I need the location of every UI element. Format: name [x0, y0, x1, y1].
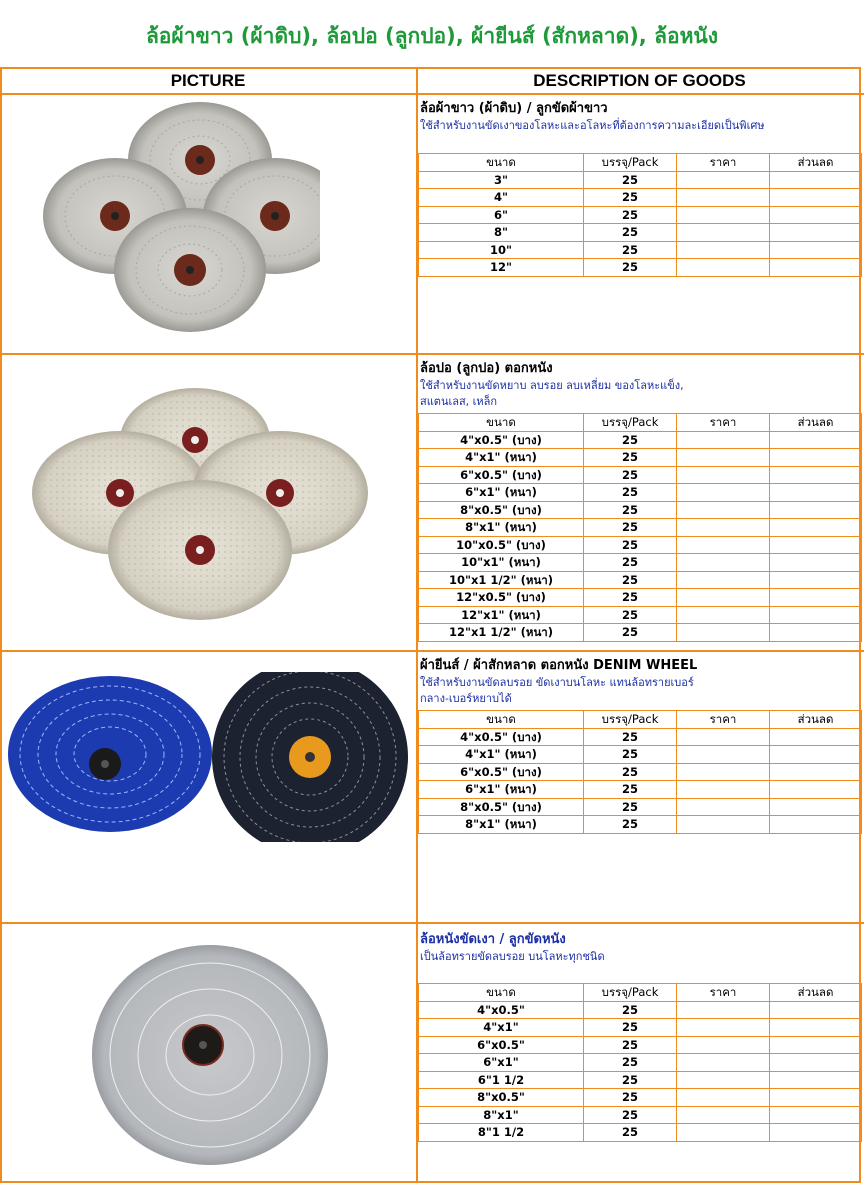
wheel-front — [114, 208, 266, 332]
table-row — [419, 241, 862, 259]
pack-cell: 25 — [584, 1019, 677, 1037]
pack-cell: 25 — [584, 1071, 677, 1089]
discount-cell — [770, 1001, 862, 1019]
size-cell: 4"x0.5" (บาง) — [419, 431, 584, 449]
pack-cell: 25 — [584, 189, 677, 207]
table-row — [419, 1036, 862, 1054]
price-cell — [677, 189, 770, 207]
pack-cell: 25 — [584, 519, 677, 537]
table-row — [419, 763, 862, 781]
discount-cell — [770, 449, 862, 467]
table-row — [419, 1071, 862, 1089]
pack-cell: 25 — [584, 781, 677, 799]
price-cell — [677, 1124, 770, 1142]
price-cell — [677, 466, 770, 484]
size-cell: 6"x1" (หนา) — [419, 484, 584, 502]
table-row — [419, 484, 862, 502]
wheel-front — [108, 480, 292, 620]
table-row — [419, 1001, 862, 1019]
discount-cell — [770, 224, 862, 242]
price-cell — [677, 816, 770, 834]
size-cell: 12"x1" (หนา) — [419, 606, 584, 624]
discount-cell — [770, 624, 862, 642]
size-cell: 8"1 1/2 — [419, 1124, 584, 1142]
description-header: DESCRIPTION OF GOODS — [533, 71, 746, 90]
size-cell: 10"x1" (หนา) — [419, 554, 584, 572]
col-pack: บรรจุ/Pack — [584, 711, 677, 729]
section-title: ผ้ายีนส์ / ผ้าสักหลาด ตอกหนัง DENIM WHEEL — [420, 658, 698, 673]
section-subtitle: สแตนเลส, เหล็ก — [420, 395, 498, 408]
discount-cell — [770, 1089, 862, 1107]
pack-cell: 25 — [584, 206, 677, 224]
pack-cell: 25 — [584, 763, 677, 781]
pack-cell: 25 — [584, 1106, 677, 1124]
size-cell: 4" — [419, 189, 584, 207]
discount-cell — [770, 1124, 862, 1142]
pack-cell: 25 — [584, 624, 677, 642]
table-row — [419, 746, 862, 764]
table-header-row — [419, 154, 862, 172]
pack-cell: 25 — [584, 1001, 677, 1019]
price-cell — [677, 224, 770, 242]
section-title: ล้อผ้าขาว (ผ้าดิบ) / ลูกขัดผ้าขาว — [420, 101, 608, 116]
col-discount: ส่วนลด — [770, 414, 862, 432]
size-cell: 6"1 1/2 — [419, 1071, 584, 1089]
page-title: ล้อผ้าขาว (ผ้าดิบ), ล้อปอ (ลูกปอ), ผ้ายีนส์ (สักหลาด), ล้อหนัง — [145, 24, 719, 48]
size-cell: 6"x0.5" — [419, 1036, 584, 1054]
price-cell — [677, 624, 770, 642]
discount-cell — [770, 171, 862, 189]
discount-cell — [770, 746, 862, 764]
discount-cell — [770, 571, 862, 589]
col-pack: บรรจุ/Pack — [584, 984, 677, 1002]
price-cell — [677, 589, 770, 607]
discount-cell — [770, 1071, 862, 1089]
price-cell — [677, 1089, 770, 1107]
discount-cell — [770, 1054, 862, 1072]
pack-cell: 25 — [584, 589, 677, 607]
sisal-wheels-image — [30, 375, 380, 640]
table-header-row — [419, 984, 862, 1002]
denim-wheels-image — [5, 672, 413, 842]
table-row — [419, 1106, 862, 1124]
pack-cell: 25 — [584, 1036, 677, 1054]
discount-cell — [770, 1019, 862, 1037]
section-divider — [0, 922, 864, 924]
discount-cell — [770, 606, 862, 624]
table-row — [419, 171, 862, 189]
discount-cell — [770, 763, 862, 781]
spec-table-1 — [418, 153, 862, 277]
table-row — [419, 259, 862, 277]
price-cell — [677, 746, 770, 764]
table-row — [419, 571, 862, 589]
blue-denim-wheel — [8, 676, 212, 832]
size-cell: 12"x1 1/2" (หนา) — [419, 624, 584, 642]
table-row — [419, 519, 862, 537]
price-cell — [677, 536, 770, 554]
discount-cell — [770, 554, 862, 572]
size-cell: 4"x0.5" (บาง) — [419, 728, 584, 746]
size-cell: 12"x0.5" (บาง) — [419, 589, 584, 607]
section-subtitle: กลาง-เบอร์หยาบได้ — [420, 692, 512, 705]
size-cell: 10"x1 1/2" (หนา) — [419, 571, 584, 589]
discount-cell — [770, 466, 862, 484]
section-subtitle: เป็นล้อทรายขัดลบรอย บนโลหะทุกชนิด — [420, 950, 605, 963]
size-cell: 4"x1" — [419, 1019, 584, 1037]
pack-cell: 25 — [584, 1124, 677, 1142]
price-cell — [677, 763, 770, 781]
table-row — [419, 1089, 862, 1107]
pack-cell: 25 — [584, 571, 677, 589]
discount-cell — [770, 519, 862, 537]
price-cell — [677, 554, 770, 572]
table-row — [419, 781, 862, 799]
col-size: ขนาด — [419, 154, 584, 172]
discount-cell — [770, 536, 862, 554]
pack-cell: 25 — [584, 798, 677, 816]
col-discount: ส่วนลด — [770, 154, 862, 172]
pack-cell: 25 — [584, 1089, 677, 1107]
picture-header: PICTURE — [170, 71, 246, 90]
size-cell: 12" — [419, 259, 584, 277]
price-cell — [677, 519, 770, 537]
table-row — [419, 606, 862, 624]
discount-cell — [770, 189, 862, 207]
pack-cell: 25 — [584, 1054, 677, 1072]
price-cell — [677, 206, 770, 224]
pack-cell: 25 — [584, 449, 677, 467]
col-price: ราคา — [677, 414, 770, 432]
table-row — [419, 554, 862, 572]
pack-cell: 25 — [584, 484, 677, 502]
black-denim-wheel — [212, 672, 408, 842]
table-row — [419, 589, 862, 607]
price-cell — [677, 1106, 770, 1124]
price-cell — [677, 501, 770, 519]
size-cell: 6"x1" (หนา) — [419, 781, 584, 799]
pack-cell: 25 — [584, 241, 677, 259]
discount-cell — [770, 431, 862, 449]
table-row — [419, 798, 862, 816]
white-cloth-wheels-image — [20, 98, 320, 348]
section-4-description — [420, 928, 605, 965]
size-cell: 8"x1" (หนา) — [419, 519, 584, 537]
discount-cell — [770, 1036, 862, 1054]
price-cell — [677, 1054, 770, 1072]
spec-table-4 — [418, 983, 862, 1142]
col-price: ราคา — [677, 711, 770, 729]
table-row — [419, 624, 862, 642]
section-subtitle: ใช้สำหรับงานขัดลบรอย ขัดเงาบนโลหะ แทนล้อทรายเบอร์ — [420, 676, 694, 689]
discount-cell — [770, 484, 862, 502]
price-cell — [677, 449, 770, 467]
table-row — [419, 1054, 862, 1072]
table-row — [419, 466, 862, 484]
size-cell: 8"x0.5" (บาง) — [419, 798, 584, 816]
table-row — [419, 189, 862, 207]
section-subtitle: ใช้สำหรับงานขัดเงาของโลหะและอโลหะที่ต้องการความละเอียดเป็นพิเศษ — [420, 119, 765, 132]
price-cell — [677, 798, 770, 816]
felt-wheel-image — [85, 940, 335, 1175]
pack-cell: 25 — [584, 554, 677, 572]
size-cell: 4"x0.5" — [419, 1001, 584, 1019]
table-row — [419, 449, 862, 467]
price-cell — [677, 484, 770, 502]
size-cell: 10" — [419, 241, 584, 259]
size-cell: 6"x0.5" (บาง) — [419, 763, 584, 781]
spec-table-2 — [418, 413, 862, 642]
price-cell — [677, 241, 770, 259]
spec-table-3 — [418, 710, 862, 834]
size-cell: 8"x1" — [419, 1106, 584, 1124]
size-cell: 8"x1" (หนา) — [419, 816, 584, 834]
discount-cell — [770, 206, 862, 224]
price-cell — [677, 571, 770, 589]
price-cell — [677, 1071, 770, 1089]
table-row — [419, 431, 862, 449]
discount-cell — [770, 501, 862, 519]
size-cell: 8" — [419, 224, 584, 242]
section-3-description — [420, 654, 697, 707]
size-cell: 3" — [419, 171, 584, 189]
col-discount: ส่วนลด — [770, 711, 862, 729]
table-row — [419, 501, 862, 519]
pack-cell: 25 — [584, 728, 677, 746]
size-cell: 10"x0.5" (บาง) — [419, 536, 584, 554]
pack-cell: 25 — [584, 501, 677, 519]
table-row — [419, 1019, 862, 1037]
size-cell: 6" — [419, 206, 584, 224]
discount-cell — [770, 728, 862, 746]
col-size: ขนาด — [419, 414, 584, 432]
table-row — [419, 536, 862, 554]
size-cell: 8"x0.5" (บาง) — [419, 501, 584, 519]
pack-cell: 25 — [584, 536, 677, 554]
pack-cell: 25 — [584, 466, 677, 484]
col-size: ขนาด — [419, 984, 584, 1002]
discount-cell — [770, 589, 862, 607]
price-cell — [677, 1001, 770, 1019]
discount-cell — [770, 241, 862, 259]
pack-cell: 25 — [584, 746, 677, 764]
price-cell — [677, 431, 770, 449]
discount-cell — [770, 1106, 862, 1124]
pack-cell: 25 — [584, 816, 677, 834]
price-cell — [677, 606, 770, 624]
size-cell: 4"x1" (หนา) — [419, 746, 584, 764]
col-pack: บรรจุ/Pack — [584, 414, 677, 432]
pack-cell: 25 — [584, 224, 677, 242]
pack-cell: 25 — [584, 171, 677, 189]
section-divider — [0, 353, 864, 355]
size-cell: 6"x0.5" (บาง) — [419, 466, 584, 484]
pack-cell: 25 — [584, 431, 677, 449]
price-cell — [677, 728, 770, 746]
col-price: ราคา — [677, 154, 770, 172]
price-cell — [677, 781, 770, 799]
price-cell — [677, 171, 770, 189]
discount-cell — [770, 781, 862, 799]
table-row — [419, 206, 862, 224]
table-header-row — [419, 711, 862, 729]
discount-cell — [770, 259, 862, 277]
section-title: ล้อหนังขัดเงา / ลูกขัดหนัง — [420, 932, 566, 947]
price-cell — [677, 1036, 770, 1054]
table-row — [419, 1124, 862, 1142]
size-cell: 4"x1" (หนา) — [419, 449, 584, 467]
section-divider — [0, 650, 864, 652]
pack-cell: 25 — [584, 259, 677, 277]
table-row — [419, 728, 862, 746]
section-subtitle: ใช้สำหรับงานขัดหยาบ ลบรอย ลบเหลี่ยม ของโลหะแข็ง, — [420, 379, 684, 392]
table-row — [419, 224, 862, 242]
price-cell — [677, 1019, 770, 1037]
table-row — [419, 816, 862, 834]
col-discount: ส่วนลด — [770, 984, 862, 1002]
col-pack: บรรจุ/Pack — [584, 154, 677, 172]
section-title: ล้อปอ (ลูกปอ) ตอกหนัง — [420, 361, 553, 376]
section-1-description — [420, 97, 765, 134]
pack-cell: 25 — [584, 606, 677, 624]
section-2-description — [420, 357, 684, 410]
discount-cell — [770, 798, 862, 816]
col-price: ราคา — [677, 984, 770, 1002]
table-header-row — [419, 414, 862, 432]
discount-cell — [770, 816, 862, 834]
size-cell: 8"x0.5" — [419, 1089, 584, 1107]
size-cell: 6"x1" — [419, 1054, 584, 1072]
price-cell — [677, 259, 770, 277]
col-size: ขนาด — [419, 711, 584, 729]
header-divider — [0, 93, 864, 95]
